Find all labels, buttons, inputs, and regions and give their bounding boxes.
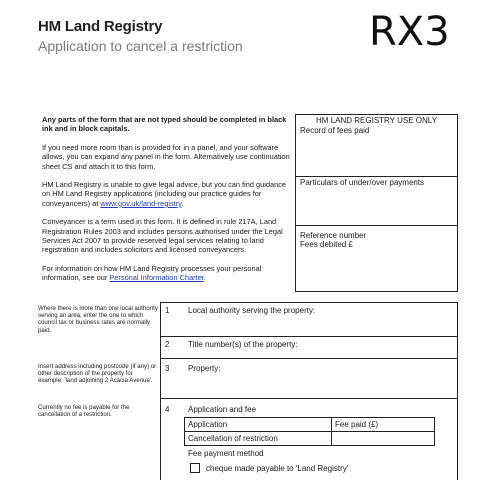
panel-divider bbox=[160, 358, 458, 359]
intro-expand-panels: If you need more room than is provided for in a panel, and your software allows, you can expand any panel in the form. Alternatively use continuation sheet CS and attach it to this form. bbox=[42, 142, 290, 171]
fee-table-header-application: Application bbox=[185, 418, 332, 432]
intro-guidance bbox=[42, 115, 290, 292]
table-row bbox=[185, 418, 435, 432]
particulars-label: Particulars of under/over payments bbox=[300, 178, 425, 187]
cheque-checkbox[interactable] bbox=[190, 463, 200, 473]
fee-table-application-cell: Cancellation of restriction bbox=[185, 432, 332, 446]
intro-instruction: Any parts of the form that are not typed should be completed in black ink and in block capitals. bbox=[42, 115, 287, 134]
office-use-box bbox=[295, 114, 458, 292]
payment-option-cheque[interactable] bbox=[190, 463, 348, 473]
panel-3-number: 3 bbox=[165, 364, 170, 373]
application-fee-heading: Application and fee bbox=[188, 405, 257, 414]
registry-title: HM Land Registry bbox=[38, 18, 163, 35]
intro-legal-advice bbox=[42, 180, 290, 208]
panel-4-note: Currently no fee is payable for the cancellation of a restriction. bbox=[38, 404, 130, 419]
office-divider bbox=[296, 225, 457, 226]
panel-1-note: Where there is more than one local authority serving an area, enter the one to which council tax or business rates are normally paid. bbox=[38, 305, 158, 334]
intro-legal-advice-text: HM Land Registry is unable to give legal advice, but you can find guidance on HM Land Registry applications (including our practice guides for conveyancers) at bbox=[42, 180, 287, 208]
personal-info-charter-link[interactable]: Personal Information Charter bbox=[109, 273, 204, 283]
panel-4-number: 4 bbox=[165, 405, 170, 414]
title-number-field[interactable]: Title number(s) of the property: bbox=[188, 340, 298, 349]
fees-record-label: Record of fees paid bbox=[300, 126, 370, 135]
panel-2-number: 2 bbox=[165, 340, 170, 349]
intro-personal-info bbox=[42, 264, 290, 283]
fee-table-header-fee: Fee paid (£) bbox=[332, 418, 435, 432]
intro-personal-info-text: For information on how HM Land Registry processes your personal information, see our bbox=[42, 263, 262, 283]
office-use-heading: HM LAND REGISTRY USE ONLY bbox=[316, 116, 437, 125]
local-authority-field[interactable]: Local authority serving the property: bbox=[188, 306, 316, 315]
form-subtitle: Application to cancel a restriction bbox=[38, 38, 243, 54]
panel-divider bbox=[160, 398, 458, 399]
cheque-option-label: cheque made payable to 'Land Registry' bbox=[206, 463, 349, 473]
fees-debited-label: Fees debited £ bbox=[300, 240, 353, 249]
intro-legal-advice-end: . bbox=[181, 198, 184, 208]
table-row bbox=[185, 432, 435, 446]
fee-table bbox=[184, 417, 435, 446]
reference-number-label: Reference number bbox=[300, 231, 367, 240]
property-field[interactable]: Property: bbox=[188, 364, 221, 373]
intro-conveyancer: Conveyancer is a term used in this form. It is defined in rule 217A, Land Registration Rules 2003 and includes persons authorised under the Legal Services Act 2007 to provide reserved legal services relating to land registration and includes solicitors and licensed conveyancers. bbox=[42, 217, 283, 255]
form-code: RX3 bbox=[369, 9, 450, 55]
gov-uk-link[interactable]: www.gov.uk/land-registry bbox=[100, 198, 182, 208]
panel-3-note: Insert address including postcode (if any) or other description of the property for example, 'land adjoining 2 Acacia Avenue'. bbox=[38, 363, 157, 385]
panel-1-number: 1 bbox=[165, 306, 170, 315]
panel-divider bbox=[160, 336, 458, 337]
payment-method-label: Fee payment method bbox=[188, 449, 264, 458]
fee-paid-input[interactable] bbox=[332, 432, 435, 446]
intro-personal-info-end: . bbox=[203, 273, 206, 283]
office-divider bbox=[296, 176, 457, 177]
